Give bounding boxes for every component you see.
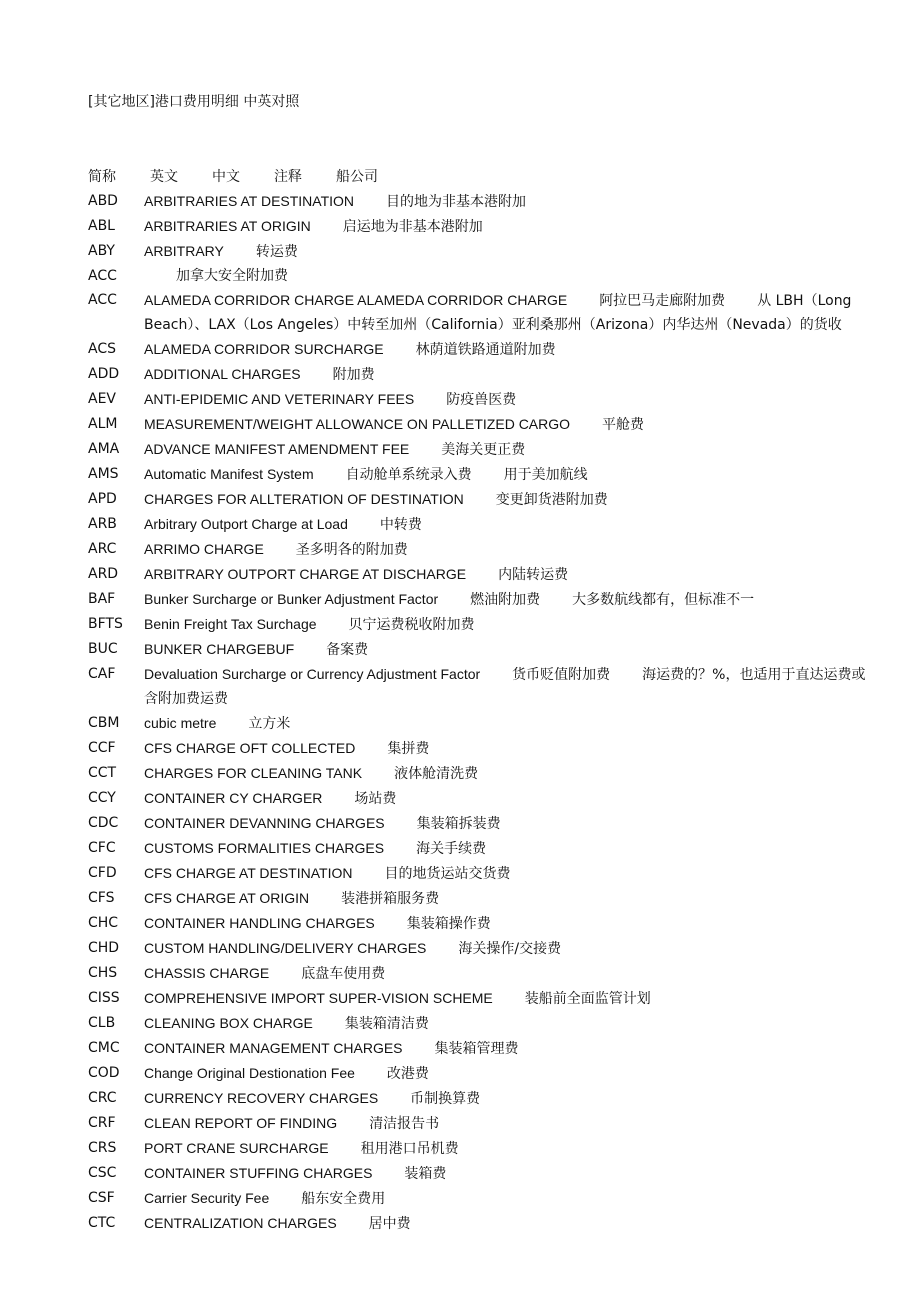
row-body [144,1061,868,1086]
row-abbr: BFTS [88,616,123,632]
row-chinese: 清洁报告书 [369,1116,440,1132]
row-body [144,1036,868,1061]
row-chinese: 加拿大安全附加费 [176,268,288,284]
row-body [144,1136,868,1161]
glossary-row [88,786,868,811]
glossary-row [88,936,868,961]
row-body [144,986,868,1011]
row-english: ANTI-EPIDEMIC AND VETERINARY FEES [144,391,415,407]
row-english: Change Original Destionation Fee [144,1065,355,1081]
row-chinese: 居中费 [368,1216,411,1232]
row-chinese: 美海关更正费 [441,442,526,458]
row-abbr: CHC [88,915,119,931]
row-english: CONTAINER DEVANNING CHARGES [144,815,385,831]
row-english: ARRIMO CHARGE [144,541,264,557]
row-chinese: 转运费 [255,244,298,260]
row-chinese: 租用港口吊机费 [360,1141,459,1157]
row-chinese: 内陆转运费 [498,567,569,583]
glossary-row [88,512,868,537]
glossary-row [88,986,868,1011]
glossary-row [88,836,868,861]
row-chinese: 变更卸货港附加费 [495,492,608,508]
glossary-row [88,1036,868,1061]
row-english: ARBITRARY OUTPORT CHARGE AT DISCHARGE [144,566,467,582]
row-abbr: ACC [88,292,117,308]
glossary-row [88,662,868,711]
row-body [144,761,868,786]
row-abbr: CCT [88,765,117,781]
row-chinese: 平舱费 [602,417,645,433]
row-english: Benin Freight Tax Surchage [144,616,317,632]
row-chinese: 装箱费 [404,1166,447,1182]
row-body [144,886,868,911]
row-chinese: 自动舱单系统录入费 [345,467,472,483]
glossary-row [88,437,868,462]
row-english: CUSTOM HANDLING/DELIVERY CHARGES [144,940,427,956]
row-abbr: AMS [88,466,119,482]
row-body [144,214,868,239]
row-english: ADDITIONAL CHARGES [144,366,301,382]
glossary-row [88,587,868,612]
row-english: CONTAINER MANAGEMENT CHARGES [144,1040,403,1056]
row-body [144,836,868,861]
row-abbr: CRS [88,1140,117,1156]
row-abbr: CCY [88,790,116,806]
glossary-row [88,1061,868,1086]
row-chinese: 液体舱清洗费 [394,766,479,782]
row-abbr: CMC [88,1040,120,1056]
row-english: ARBITRARIES AT ORIGIN [144,218,311,234]
row-abbr: BUC [88,641,118,657]
row-body [144,537,868,562]
glossary-row [88,612,868,637]
row-body [144,811,868,836]
row-english: CUSTOMS FORMALITIES CHARGES [144,840,385,856]
row-english: Arbitrary Outport Charge at Load [144,516,348,532]
row-english: ALAMEDA CORRIDOR CHARGE ALAMEDA CORRIDOR CHARGE [144,292,568,308]
header-chinese: 中文 [212,169,240,185]
glossary-row [88,462,868,487]
row-body [144,437,868,462]
row-abbr: CSC [88,1165,117,1181]
row-english: CURRENCY RECOVERY CHARGES [144,1090,379,1106]
row-english: CHASSIS CHARGE [144,965,270,981]
row-body [144,512,868,537]
header-note: 注释 [274,169,302,185]
row-abbr: ABY [88,243,115,259]
glossary-row [88,1111,868,1136]
row-abbr: CRF [88,1115,116,1131]
row-body [144,961,868,986]
row-body [144,387,868,412]
row-chinese: 阿拉巴马走廊附加费 [599,293,726,309]
glossary-row [88,811,868,836]
row-chinese: 集装箱清洁费 [344,1016,429,1032]
row-body [144,936,868,961]
row-abbr: CTC [88,1215,116,1231]
glossary-row [88,736,868,761]
row-abbr: BAF [88,591,116,607]
row-english: cubic metre [144,715,217,731]
row-english: ADVANCE MANIFEST AMENDMENT FEE [144,441,410,457]
glossary-row [88,637,868,662]
glossary-row [88,189,868,214]
row-note: 大多数航线都有，但标准不一 [572,592,755,608]
row-chinese: 目的地为非基本港附加 [386,194,527,210]
glossary-row [88,1011,868,1036]
row-english: CFS CHARGE OFT COLLECTED [144,740,356,756]
row-body [144,487,868,512]
row-abbr: ABD [88,193,118,209]
row-body [144,587,868,612]
row-body [144,264,868,288]
row-chinese: 装港拼箱服务费 [341,891,440,907]
row-chinese: 林荫道铁路通道附加费 [415,342,556,358]
row-abbr: CISS [88,990,120,1006]
row-body [144,462,868,487]
row-english: CLEANING BOX CHARGE [144,1015,313,1031]
row-abbr: ACS [88,341,116,357]
header-abbr: 简称 [88,169,116,185]
row-chinese: 货币贬值附加费 [512,667,611,683]
row-abbr: APD [88,491,117,507]
glossary-row [88,1086,868,1111]
row-note: 海运费的？%，也适用于直达运费或含附加费运费 [144,667,866,707]
row-english: CLEAN REPORT OF FINDING [144,1115,338,1131]
document-title: [其它地区]港口费用明细 中英对照 [88,94,300,110]
row-english: ARBITRARY [144,243,224,259]
row-abbr: CAF [88,666,116,682]
row-abbr: CHD [88,940,120,956]
row-chinese: 装船前全面监管计划 [524,991,651,1007]
glossary-row [88,1211,868,1236]
row-body [144,1111,868,1136]
row-body [144,786,868,811]
row-english: Devaluation Surcharge or Currency Adjustment Factor [144,666,481,682]
row-english: Bunker Surcharge or Bunker Adjustment Factor [144,591,439,607]
row-abbr: AMA [88,441,120,457]
row-chinese: 中转费 [379,517,422,533]
row-abbr: ALM [88,416,118,432]
row-chinese: 贝宁运费税收附加费 [348,617,475,633]
row-chinese: 币制换算费 [410,1091,481,1107]
row-english: CONTAINER HANDLING CHARGES [144,915,375,931]
header-english: 英文 [150,169,178,185]
row-abbr: CLB [88,1015,116,1031]
glossary-row [88,487,868,512]
row-english: Carrier Security Fee [144,1190,270,1206]
column-header-row [88,165,868,189]
glossary-row [88,1186,868,1211]
row-chinese: 附加费 [332,367,375,383]
row-abbr: CFS [88,890,115,906]
row-chinese: 海关手续费 [416,841,487,857]
row-english: CONTAINER CY CHARGER [144,790,323,806]
row-english: CFS CHARGE AT DESTINATION [144,865,353,881]
glossary-row [88,387,868,412]
row-chinese: 船东安全费用 [301,1191,386,1207]
row-abbr: ARD [88,566,119,582]
glossary-row [88,761,868,786]
glossary-row [88,861,868,886]
row-body [144,1161,868,1186]
row-english: MEASUREMENT/WEIGHT ALLOWANCE ON PALLETIZED CARGO [144,416,571,432]
row-abbr: ARC [88,541,117,557]
row-english: ALAMEDA CORRIDOR SURCHARGE [144,341,384,357]
glossary-row [88,1136,868,1161]
row-english: PORT CRANE SURCHARGE [144,1140,329,1156]
glossary-rows [88,189,868,1236]
row-abbr: CCF [88,740,116,756]
glossary-row [88,288,868,337]
row-abbr: CFD [88,865,117,881]
glossary-row [88,1161,868,1186]
glossary-row [88,239,868,264]
row-body [144,911,868,936]
row-body [144,637,868,662]
glossary-row [88,911,868,936]
row-abbr: AEV [88,391,116,407]
row-body [144,412,868,437]
row-abbr: CDC [88,815,119,831]
row-chinese: 集拼费 [387,741,430,757]
row-abbr: ADD [88,366,120,382]
row-body [144,1086,868,1111]
glossary-row [88,362,868,387]
row-chinese: 圣多明各的附加费 [295,542,408,558]
row-body [144,1186,868,1211]
glossary-row [88,961,868,986]
row-body [144,861,868,886]
row-body [144,239,868,264]
row-chinese: 目的地货运站交货费 [384,866,511,882]
row-abbr: ARB [88,516,117,532]
row-english: CENTRALIZATION CHARGES [144,1215,337,1231]
row-abbr: CBM [88,715,120,731]
row-chinese: 备案费 [326,642,369,658]
row-body [144,711,868,736]
header-carrier: 船公司 [336,169,378,185]
row-chinese: 底盘车使用费 [301,966,386,982]
glossary-row [88,264,868,288]
row-chinese: 场站费 [354,791,397,807]
row-english: CHARGES FOR CLEANING TANK [144,765,363,781]
row-chinese: 燃油附加费 [470,592,541,608]
row-chinese: 立方米 [248,716,291,732]
row-english: CONTAINER STUFFING CHARGES [144,1165,373,1181]
row-body [144,1011,868,1036]
row-chinese: 集装箱管理费 [434,1041,519,1057]
glossary-list [88,165,868,1236]
row-abbr: COD [88,1065,120,1081]
row-abbr: CFC [88,840,116,856]
row-note: 从 LBH（Long Beach）、LAX（Los Angeles）中转至加州（California）亚利桑那州（Arizona）内华达州（Nevada）的货收 [144,293,852,333]
row-body [144,562,868,587]
row-abbr: CRC [88,1090,117,1106]
row-abbr: ABL [88,218,115,234]
row-abbr: CSF [88,1190,115,1206]
row-english: ARBITRARIES AT DESTINATION [144,193,355,209]
glossary-row [88,412,868,437]
row-english: CFS CHARGE AT ORIGIN [144,890,310,906]
row-chinese: 改港费 [386,1066,429,1082]
row-english: COMPREHENSIVE IMPORT SUPER-VISION SCHEME [144,990,493,1006]
row-body [144,662,868,711]
row-body [144,736,868,761]
row-chinese: 海关操作/交接费 [458,941,562,957]
glossary-row [88,886,868,911]
row-body [144,189,868,214]
row-english: CHARGES FOR ALLTERATION OF DESTINATION [144,491,464,507]
row-body [144,1211,868,1236]
row-abbr: ACC [88,268,117,284]
row-english: BUNKER CHARGEBUF [144,641,295,657]
row-body [144,362,868,387]
glossary-row [88,537,868,562]
row-abbr: CHS [88,965,118,981]
row-body [144,288,868,337]
row-chinese: 集装箱拆装费 [416,816,501,832]
glossary-row [88,337,868,362]
row-chinese: 启运地为非基本港附加 [342,219,483,235]
row-body [144,337,868,362]
row-english: Automatic Manifest System [144,466,314,482]
glossary-row [88,214,868,239]
row-note: 用于美加航线 [503,467,588,483]
glossary-row [88,562,868,587]
row-chinese: 防疫兽医费 [446,392,517,408]
row-body [144,612,868,637]
row-chinese: 集装箱操作费 [406,916,491,932]
glossary-row [88,711,868,736]
